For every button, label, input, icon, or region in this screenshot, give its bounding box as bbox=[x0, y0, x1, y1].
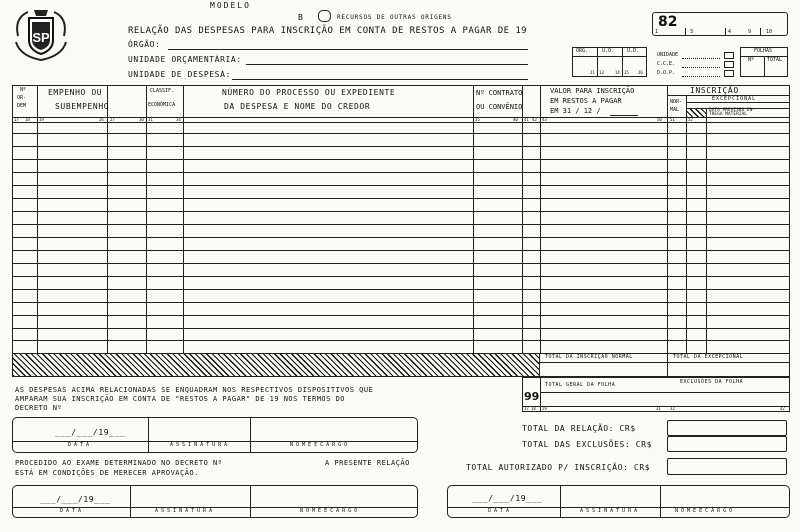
code-mark: 3 bbox=[690, 29, 694, 35]
date-field[interactable]: ___/___/19___ bbox=[55, 428, 126, 437]
declaration-line-2: AMPARAM SUA INSCRIÇÃO EM CONTA DE "RESTOS A PAGAR" DE 19 NOS TERMOS DO bbox=[15, 395, 346, 403]
org-number: 15 bbox=[624, 70, 629, 75]
data-label: D A T A bbox=[68, 442, 90, 448]
total-code-mark: 32 bbox=[670, 406, 675, 411]
col-processo: DA DESPESA E NOME DO CREDOR bbox=[224, 102, 371, 111]
org-number: 16 bbox=[638, 70, 643, 75]
nome-cargo-label: N O M E E C A R G O bbox=[300, 508, 358, 514]
logo-text: SP bbox=[32, 30, 50, 45]
col-empenho: SUBEMPENHO bbox=[55, 102, 110, 111]
table-row[interactable] bbox=[12, 315, 790, 316]
orgao-label: ÓRGÃO: bbox=[128, 40, 161, 49]
uo-label: U.O. bbox=[602, 48, 615, 54]
folhas-total: TOTAL bbox=[767, 57, 783, 63]
pos-mark: 41 bbox=[524, 117, 529, 122]
total-autorizado-field[interactable] bbox=[667, 458, 787, 475]
org-number: 13 bbox=[599, 70, 604, 75]
total-relacao-label: TOTAL DA RELAÇÃO: CR$ bbox=[522, 424, 636, 433]
date-field[interactable]: ___/___/19___ bbox=[40, 495, 111, 504]
ud-label: U.D. bbox=[627, 48, 640, 54]
nome-cargo-label: N O M E E C A R G O bbox=[290, 442, 348, 448]
pos-mark: 52 bbox=[688, 117, 693, 122]
col-normal: NOR- bbox=[670, 99, 683, 105]
col-valor: EM RESTOS A PAGAR bbox=[550, 97, 622, 105]
state-coat-of-arms-logo bbox=[10, 6, 72, 64]
col-data-previsao: TREGA MATERIAL bbox=[709, 112, 747, 117]
col-classif: ECONÔMICA bbox=[148, 102, 176, 108]
form-number-divider bbox=[685, 28, 686, 36]
table-row[interactable] bbox=[12, 263, 790, 264]
unidade-despesa-label: UNIDADE DE DESPESA: bbox=[128, 70, 231, 79]
unidade-checkbox[interactable] bbox=[724, 52, 734, 59]
total-exclusoes-field[interactable] bbox=[667, 436, 787, 452]
pos-mark: 17 bbox=[14, 117, 19, 122]
total-code-mark: 18 bbox=[531, 406, 536, 411]
code-mark: 10 bbox=[766, 29, 773, 35]
declaration-line-3: DECRETO Nº bbox=[15, 404, 63, 412]
nome-cargo-label: N O M E E C A R G O bbox=[675, 508, 733, 514]
date-field[interactable]: ___/___/19___ bbox=[472, 494, 543, 503]
code-99: 99 bbox=[524, 390, 540, 403]
unidade-despesa-line[interactable] bbox=[232, 79, 528, 80]
model-label: MODELO bbox=[210, 1, 251, 10]
table-row[interactable] bbox=[12, 146, 790, 147]
pos-mark: 51 bbox=[670, 117, 675, 122]
total-relacao-field[interactable] bbox=[667, 420, 787, 436]
unidade-orcamentaria-line[interactable] bbox=[246, 64, 528, 65]
table-row[interactable] bbox=[12, 340, 790, 341]
table-row[interactable] bbox=[12, 276, 790, 277]
option-b-label: RECURSOS DE OUTRAS ORIGENS bbox=[337, 14, 452, 21]
form-number: 82 bbox=[658, 14, 678, 30]
total-exclusoes-label: TOTAL DAS EXCLUSÕES: CR$ bbox=[522, 440, 652, 449]
pos-mark: 50 bbox=[657, 117, 662, 122]
pos-mark: 35 bbox=[475, 117, 480, 122]
pos-mark: 43 bbox=[542, 117, 547, 122]
total-autorizado-label: TOTAL AUTORIZADO P/ INSCRIÇÃO: CR$ bbox=[466, 463, 651, 472]
total-code-mark: 19 bbox=[542, 406, 547, 411]
unidade-orcamentaria-label: UNIDADE ORÇAMENTÁRIA: bbox=[128, 55, 242, 64]
col-classif: CLASSIF. bbox=[150, 88, 175, 94]
unit-item-dop: D.O.P. bbox=[657, 70, 676, 76]
table-row[interactable] bbox=[12, 302, 790, 303]
form-number-divider bbox=[725, 28, 726, 36]
approval-line-1-right: A PRESENTE RELAÇÃO bbox=[325, 459, 410, 467]
table-row[interactable] bbox=[12, 211, 790, 212]
col-processo: NÚMERO DO PROCESSO OU EXPEDIENTE bbox=[222, 88, 396, 97]
orgao-line bbox=[168, 49, 528, 50]
col-inscricao: INSCRIÇÃO bbox=[690, 86, 739, 95]
total-geral-label: TOTAL GERAL DA FOLHA bbox=[545, 382, 616, 388]
table-row[interactable] bbox=[12, 250, 790, 251]
folhas-label: FOLHAS bbox=[754, 48, 773, 54]
pos-mark: 42 bbox=[532, 117, 537, 122]
pos-mark: 27 bbox=[110, 117, 115, 122]
col-contrato: OU CONVÊNIO bbox=[476, 103, 523, 111]
pos-mark: 18 bbox=[25, 117, 30, 122]
table-row[interactable] bbox=[12, 328, 790, 329]
pos-mark: 40 bbox=[513, 117, 518, 122]
data-label: D A T A bbox=[60, 508, 82, 514]
assinatura-label: A S S I N A T U R A bbox=[155, 508, 213, 514]
unit-item-unidade: UNIDADE bbox=[657, 52, 679, 58]
col-excepcional: EXCEPCIONAL bbox=[712, 96, 757, 102]
declaration-line-1: AS DESPESAS ACIMA RELACIONADAS SE ENQUADRAM NOS RESPECTIVOS DISPOSITIVOS QUE bbox=[15, 386, 374, 394]
table-row[interactable] bbox=[12, 159, 790, 160]
totals-hatched-area bbox=[12, 353, 540, 377]
total-excepcional-label: TOTAL DA EXCEPCIONAL bbox=[673, 354, 744, 360]
pos-mark: 31 bbox=[148, 117, 153, 122]
table-row[interactable] bbox=[12, 172, 790, 173]
form-number-divider bbox=[760, 28, 761, 36]
org-label: ÓRG. bbox=[576, 48, 589, 54]
unit-item-cce: C.C.E. bbox=[657, 61, 676, 67]
approval-line-2: ESTÁ EM CONDIÇÕES DE MERECER APROVAÇÃO. bbox=[15, 469, 199, 477]
option-b-checkbox[interactable] bbox=[318, 10, 331, 22]
table-row[interactable] bbox=[12, 198, 790, 199]
expenses-table bbox=[12, 85, 790, 377]
pos-mark: 30 bbox=[139, 117, 144, 122]
pos-mark: 19 bbox=[39, 117, 44, 122]
form-title: RELAÇÃO DAS DESPESAS PARA INSCRIÇÃO EM CONTA DE RESTOS A PAGAR DE 19 bbox=[128, 26, 528, 36]
code-mark: 9 bbox=[748, 29, 752, 35]
col-no-ordem: DEM bbox=[17, 103, 27, 109]
org-number: 14 bbox=[615, 70, 620, 75]
approval-line-1: PROCEDIDO AO EXAME DETERMINADO NO DECRETO Nº bbox=[15, 459, 223, 467]
col-no-ordem: Nº bbox=[20, 87, 27, 93]
table-row[interactable] bbox=[12, 289, 790, 290]
org-number: 11 bbox=[590, 70, 595, 75]
table-row[interactable] bbox=[12, 224, 790, 225]
col-contrato: Nº CONTRATO bbox=[476, 89, 523, 97]
table-row[interactable] bbox=[12, 133, 790, 134]
col-empenho: EMPENHO OU bbox=[48, 88, 103, 97]
folhas-numero: Nº bbox=[748, 57, 755, 63]
col-data-previsao: DATA PREVISÃO EN- bbox=[709, 108, 756, 113]
table-row[interactable] bbox=[12, 185, 790, 186]
total-normal-label: TOTAL DA INSCRIÇÃO NORMAL bbox=[545, 354, 633, 360]
total-code-mark: 42 bbox=[780, 406, 785, 411]
assinatura-label: A S S I N A T U R A bbox=[170, 442, 228, 448]
code-mark: 1 bbox=[655, 29, 659, 35]
cce-checkbox[interactable] bbox=[724, 61, 734, 68]
col-valor: VALOR PARA INSCRIÇÃO bbox=[550, 87, 635, 95]
data-label: D A T A bbox=[488, 508, 510, 514]
col-valor-date: EM 31 / 12 / bbox=[550, 107, 601, 115]
option-b-letter: B bbox=[298, 13, 304, 22]
table-row[interactable] bbox=[12, 237, 790, 238]
assinatura-label: A S S I N A T U R A bbox=[580, 508, 638, 514]
dop-checkbox[interactable] bbox=[724, 70, 734, 77]
col-no-ordem: OR- bbox=[17, 95, 27, 101]
hatched-cell bbox=[686, 108, 706, 117]
col-normal: MAL bbox=[670, 107, 680, 113]
pos-mark: 26 bbox=[99, 117, 104, 122]
pos-mark: 34 bbox=[176, 117, 181, 122]
exclusoes-label: EXCLUSÕES DA FOLHA bbox=[680, 379, 744, 385]
code-mark: 4 bbox=[728, 29, 732, 35]
total-code-mark: 31 bbox=[656, 406, 661, 411]
total-code-mark: 17 bbox=[524, 406, 529, 411]
